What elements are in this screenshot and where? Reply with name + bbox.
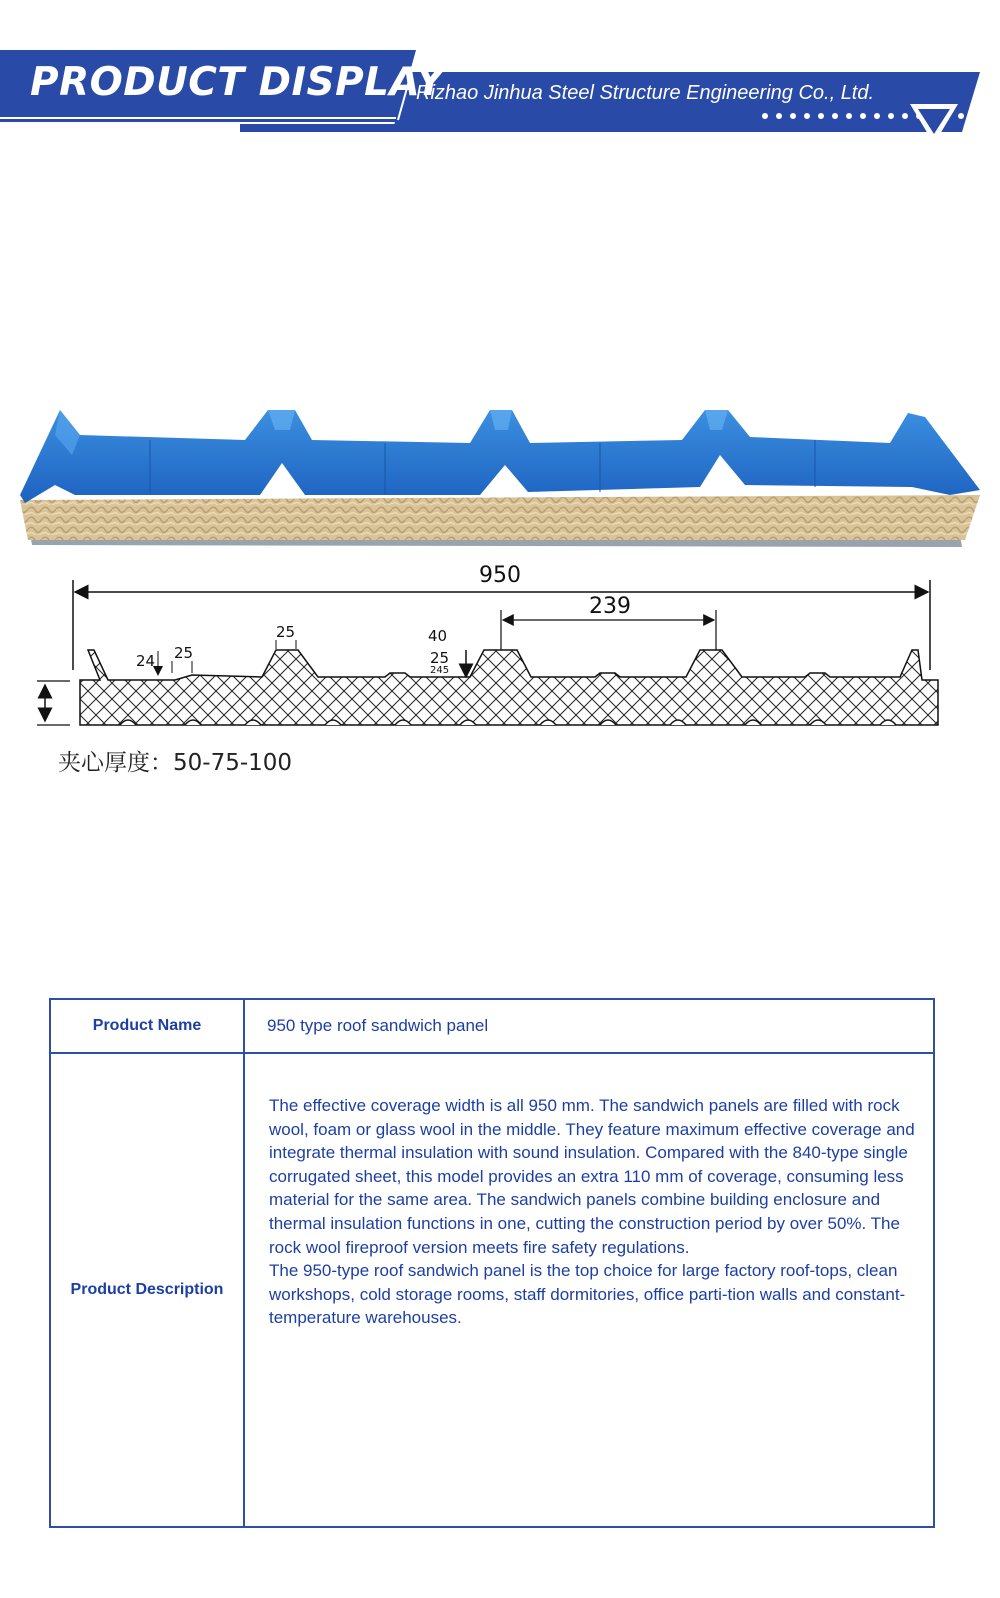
dim-24: 24: [136, 652, 156, 670]
triangle-down-icon: [908, 100, 968, 150]
product-description-value: [244, 1053, 934, 1527]
dim-total-width: 950: [479, 563, 521, 588]
banner-title: PRODUCT DISPLAY: [30, 60, 445, 105]
company-name: Rizhao Jinhua Steel Structure Engineering Co., Ltd.: [416, 82, 875, 104]
table-row: [50, 1053, 934, 1527]
cross-section-drawing: [0, 555, 1000, 740]
core-thickness-label: 夹心厚度：50-75-100: [58, 750, 293, 776]
product-name-value: 950 type roof sandwich panel: [244, 999, 934, 1053]
dim-245: 245: [430, 665, 450, 676]
dim-40: 40: [428, 627, 448, 645]
dim-rib-spacing: 239: [589, 594, 631, 619]
dim-25-top: 25: [276, 623, 296, 641]
product-description-label: Product Description: [50, 1053, 244, 1527]
description-paragraph-1: The effective coverage width is all 950 mm. The sandwich panels are filled with rock wool, foam or glass wool in the middle. They feature maximum effective coverage and integrate thermal insulation with sound insulation. Compared with the 840-type single corrugated sheet, this model provides an extra 110 mm of coverage, consuming less material for the same area. The sandwich panels combine building enclosure and thermal insulation functions in one, cutting the construction period by over 50%. The rock wool fireproof version meets fire safety regulations.: [269, 1096, 915, 1257]
header-banner: [0, 0, 1000, 160]
description-paragraph-2: The 950-type roof sandwich panel is the top choice for large factory roof-tops, clean workshops, cold storage rooms, staff dormitories, office parti-tion walls and constant-temperature warehouses.: [269, 1261, 906, 1328]
table-row: [50, 999, 934, 1053]
product-spec-table: [49, 998, 935, 1528]
sandwich-panel-image: [0, 395, 1000, 555]
dim-25-left: 25: [174, 644, 194, 662]
dim-25-rib: 25: [430, 649, 450, 667]
product-name-label: Product Name: [50, 999, 244, 1053]
